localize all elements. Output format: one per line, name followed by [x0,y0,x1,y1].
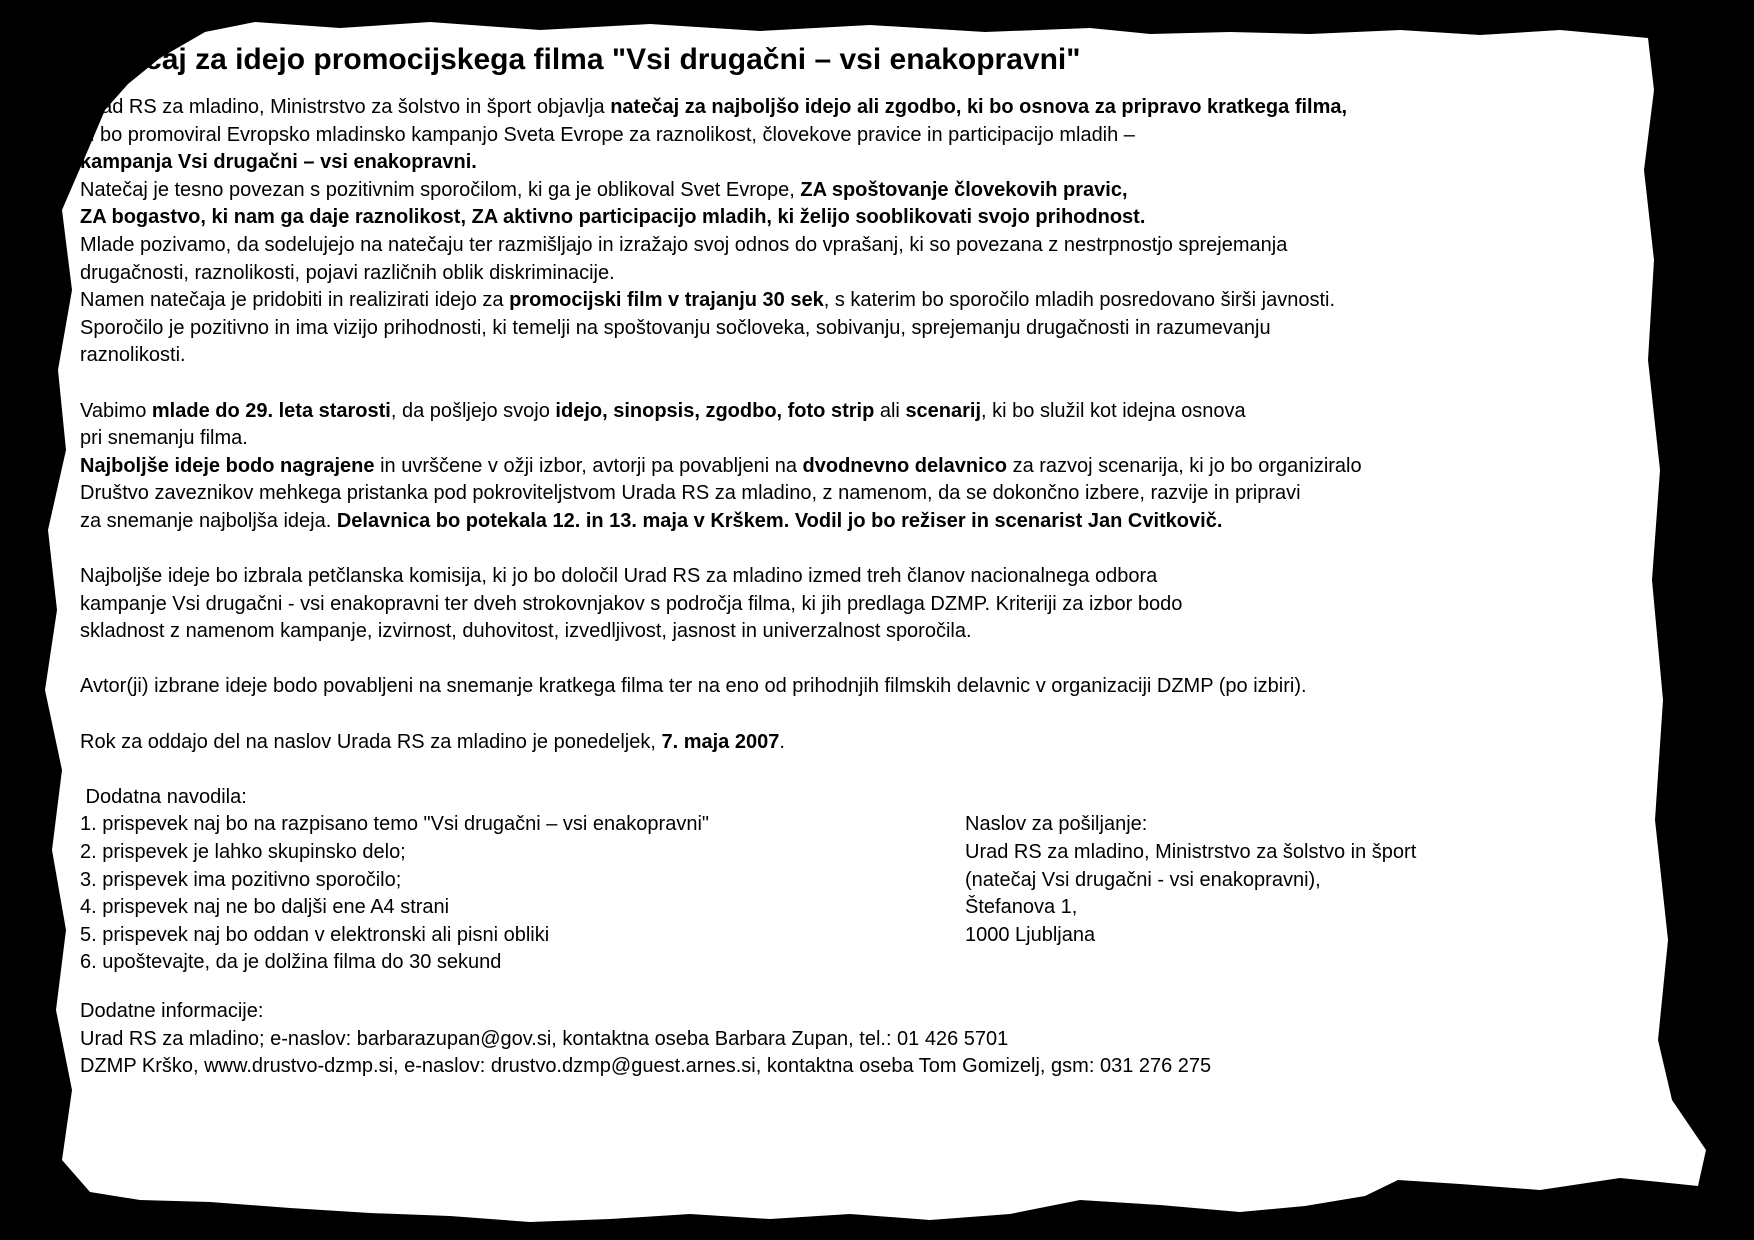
page-title: Natečaj za idejo promocijskega filma "Vsi drugačni – vsi enakopravni" [80,43,1081,76]
text-line [80,480,1552,508]
text-segment: skladnost z namenom kampanje, izvirnost, duhovitost, izvedljivost, jasnost in univerzalnost sporočila. [80,620,972,643]
authors-paragraph [80,673,1552,701]
bold-text-segment: scenarij [905,399,982,422]
text-segment: in uvrščene v ožji izbor, avtorji pa povabljeni na [374,454,803,477]
additional-info-block [80,998,1552,1081]
text-line [80,1053,1552,1081]
text-line [80,1026,1552,1054]
text-line [80,287,1552,315]
text-line [80,998,1552,1026]
text-line [80,122,1552,150]
text-line [80,508,1552,536]
text-segment: Namen natečaja je pridobiti in realizirati idejo za [80,289,510,312]
text-line [80,177,1552,205]
text-line [80,94,1552,122]
text-line [80,867,965,895]
text-segment: Najboljše ideje bo izbrala petčlanska komisija, ki jo bo določil Urad RS za mladino izmed treh članov nacionalnega odbora [80,565,1158,588]
document-content [80,42,1552,1081]
text-line [965,811,1552,839]
text-segment: , s katerim bo sporočilo mladih posredovano širši javnosti. [823,289,1336,312]
text-line [80,729,1552,757]
text-line [80,922,965,950]
text-segment: 3. prispevek ima pozitivno sporočilo; [80,868,402,891]
text-segment: DZMP Krško, www.drustvo-dzmp.si, e-naslov: drustvo.dzmp@guest.arnes.si, kontaktna oseba Tom Gomizelj, gsm: 031 276 275 [80,1055,1212,1078]
text-line [80,315,1552,343]
text-line [80,894,965,922]
bold-text-segment: natečaj za najboljšo idejo ali zgodbo, ki bo osnova za pripravo kratkega filma, [610,96,1348,118]
text-segment: ali [879,399,906,422]
text-line [965,894,1552,922]
text-segment: (natečaj Vsi drugačni - vsi enakopravni), [965,868,1321,891]
bold-text-segment: mlade do 29. leta starosti [151,399,391,422]
text-segment: za razvoj scenarija, ki jo bo organiziralo [1007,454,1362,477]
bold-text-segment: ZA spoštovanje človekovih pravic, [800,178,1128,201]
text-line [80,949,965,977]
text-line [80,563,1552,591]
text-segment: Urad RS za mladino; e-naslov: barbarazupan@gov.si, kontaktna oseba Barbara Zupan, tel.: 01 426 5701 [80,1027,1009,1050]
text-line [80,618,1552,646]
text-segment: kampanje Vsi drugačni - vsi enakopravni ter dveh strokovnjakov s področja filma, ki jih predlaga DZMP. Kriteriji za izbor bodo [80,592,1183,615]
two-column-section [80,784,1552,977]
bold-text-segment: Delavnica bo potekala 12. in 13. maja v Krškem. Vodil jo bo režiser in scenarist Jan Cvitkovič. [336,509,1223,532]
text-segment: drugačnosti, raznolikosti, pojavi različnih oblik diskriminacije. [80,261,615,284]
text-line [80,425,1552,453]
text-line [80,232,1552,260]
text-segment: Urad RS za mladino, Ministrstvo za šolstvo in šport [965,841,1417,864]
text-segment: ki bo promoviral Evropsko mladinsko kampanjo Sveta Evrope za raznolikost, človekove pravice in participacijo mladih – [80,123,1135,146]
text-line [80,453,1552,481]
text-segment: raznolikosti. [80,344,186,367]
text-line [80,673,1552,701]
text-segment: Dodatna navodila: [80,785,247,808]
text-segment: 4. prispevek naj ne bo daljši ene A4 strani [80,896,450,919]
text-line [80,149,1552,177]
text-line [80,342,1552,370]
text-line [965,839,1552,867]
text-segment: Vabimo [80,399,152,422]
text-segment: za snemanje najboljša ideja. [80,509,337,532]
text-segment: Sporočilo je pozitivno in ima vizijo prihodnosti, ki temelji na spoštovanju sočloveka, sobivanju, sprejemanju drugačnosti in razumevanju [80,316,1271,339]
text-segment: . [779,730,785,753]
bold-text-segment: promocijski film v trajanju 30 sek [509,289,824,312]
text-line [80,260,1552,288]
text-line [965,922,1552,950]
text-line [80,204,1552,232]
text-segment: Mlade pozivamo, da sodelujejo na natečaju ter razmišljajo in izražajo svoj odnos do vprašanj, ki so povezana z nestrpnostjo sprejemanja [80,233,1288,256]
text-line [80,591,1552,619]
mailing-address-block [965,811,1552,977]
text-segment: , da pošljejo svojo [390,399,556,422]
text-line [80,398,1552,426]
text-segment: Avtor(ji) izbrane ideje bodo povabljeni na snemanje kratkega filma ter na eno od prihodnjih filmskih delavnic v organizaciji DZMP (po izbiri). [80,675,1307,698]
bold-text-segment: kampanja Vsi drugačni – vsi enakopravni. [80,151,477,174]
bold-text-segment: Najboljše ideje bodo nagrajene [80,454,375,477]
deadline-paragraph [80,729,1552,757]
invitation-paragraph [80,398,1552,536]
jury-paragraph [80,563,1552,646]
intro-paragraph [80,94,1552,370]
text-segment: 1000 Ljubljana [965,923,1096,946]
text-line [80,839,965,867]
text-segment: Dodatne informacije: [80,1000,264,1022]
text-segment: 6. upoštevajte, da je dolžina filma do 30 sekund [80,951,502,974]
bold-text-segment: dvodnevno delavnico [802,454,1008,477]
text-segment: Društvo zaveznikov mehkega pristanka pod pokroviteljstvom Urada RS za mladino, z namenom, da se dokončno izbere, razvije in pripravi [80,482,1301,505]
text-segment: Natečaj je tesno povezan s pozitivnim sporočilom, ki ga je oblikoval Svet Evrope, [80,178,801,201]
text-line [80,784,965,812]
text-segment: , ki bo služil kot idejna osnova [981,399,1246,422]
bold-text-segment: idejo, sinopsis, zgodbo, foto strip [555,399,880,422]
additional-instructions-list [80,784,965,977]
text-segment: 5. prispevek naj bo oddan v elektronski ali pisni obliki [80,923,550,946]
text-segment: Naslov za pošiljanje: [965,813,1148,836]
bold-text-segment: 7. maja 2007 [661,730,780,753]
text-segment: Štefanova 1, [965,896,1078,919]
text-segment: 2. prispevek je lahko skupinsko delo; [80,841,406,864]
text-segment: Urad RS za mladino, Ministrstvo za šolstvo in šport objavlja [80,96,611,118]
bold-text-segment: ZA bogastvo, ki nam ga daje raznolikost, ZA aktivno participacijo mladih, ki želijo sooblikovati svojo prihodnost. [80,206,1146,229]
text-segment: Rok za oddajo del na naslov Urada RS za mladino je ponedeljek, [80,730,662,753]
text-segment: 1. prispevek naj bo na razpisano temo "Vsi drugačni – vsi enakopravni" [80,813,709,836]
text-line [965,867,1552,895]
text-segment: pri snemanju filma. [80,427,248,450]
text-line [80,811,965,839]
